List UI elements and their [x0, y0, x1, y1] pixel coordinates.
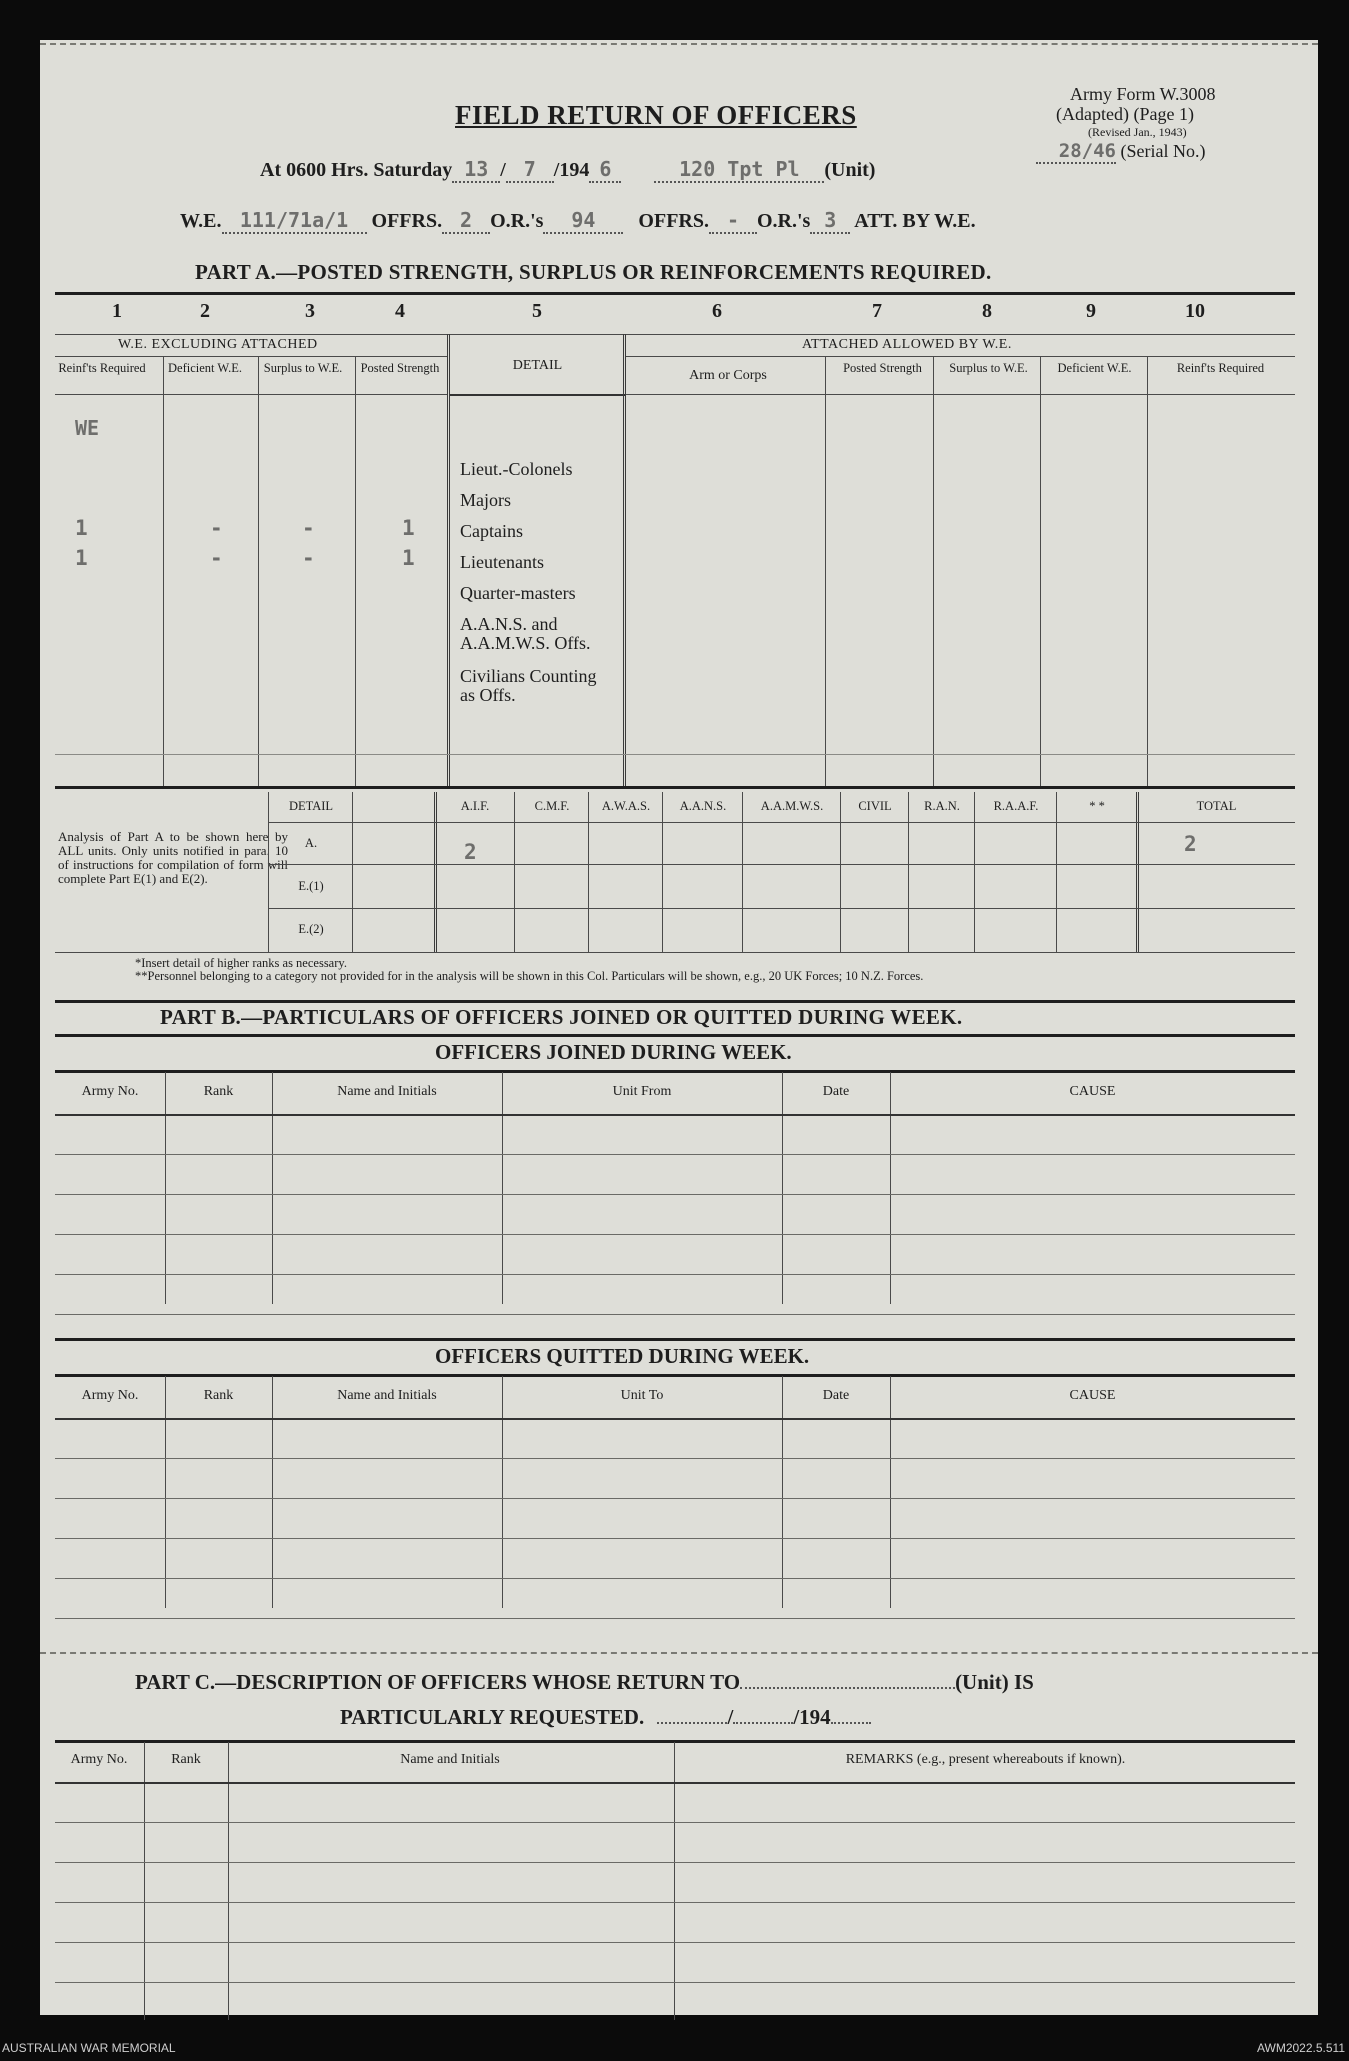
joined-header-5: CAUSE: [1069, 1084, 1116, 1099]
analysis-row-a: A.: [304, 836, 318, 850]
analysis-header-raaf: R.A.A.F.: [993, 799, 1039, 813]
offrs-label: OFFRS.: [371, 210, 443, 232]
rule: [662, 792, 663, 952]
quitted-column-divider: [502, 1376, 503, 1608]
col-number-6: 6: [712, 300, 722, 322]
joined-column-divider: [272, 1072, 273, 1304]
joined-header-2: Name and Initials: [337, 1084, 437, 1099]
quitted-column-divider: [165, 1376, 166, 1608]
lieutenants-reinforcements: 1: [75, 546, 88, 570]
rule: [1136, 792, 1139, 952]
lieutenants-deficient: -: [210, 546, 223, 570]
rule: [55, 1034, 1295, 1037]
rank-lieutenants: Lieutenants: [460, 552, 544, 572]
date-day: 13: [452, 157, 500, 183]
rule: [55, 754, 1295, 755]
rule: [55, 1338, 1295, 1341]
we-mark: WE: [75, 416, 100, 440]
col9-header: Deficient W.E.: [1057, 361, 1132, 375]
rank-lieut-colonels: Lieut.-Colonels: [460, 459, 573, 479]
ors-value: 94: [543, 208, 623, 234]
quitted-header-3: Unit To: [620, 1388, 664, 1403]
part-c-unit-blank: [740, 1687, 955, 1689]
joined-header-rule: [55, 1114, 1295, 1116]
analysis-note: Analysis of Part A to be shown here by ALL units. Only units notified in para. 10 of instructions for compilation of form will complete Part E(1) and E(2).: [58, 829, 288, 886]
joined-row-line: [55, 1154, 1295, 1155]
joined-row-line: [55, 1274, 1295, 1275]
quitted-header-0: Army No.: [81, 1388, 139, 1403]
quitted-row-line: [55, 1538, 1295, 1539]
col-number-3: 3: [305, 300, 315, 322]
rule: [163, 356, 164, 786]
quitted-row-line: [55, 1458, 1295, 1459]
col-number-10: 10: [1185, 300, 1205, 322]
rule: [1147, 356, 1148, 786]
quitted-column-divider: [890, 1376, 891, 1608]
part-c-header-rank: Rank: [171, 1752, 201, 1767]
form-paper: [40, 40, 1318, 2015]
revised-label: (Revised Jan., 1943): [1088, 125, 1187, 139]
unit-value: 120 Tpt Pl: [654, 157, 824, 183]
part-c-header-name: Name and Initials: [400, 1752, 500, 1767]
serial-number-field: [1036, 140, 1205, 164]
rule: [55, 1000, 1295, 1003]
rule: [55, 1822, 1295, 1823]
date-year-digit: 6: [589, 157, 621, 183]
part-c-date-blank-1: [657, 1722, 727, 1724]
quitted-row-line: [55, 1578, 1295, 1579]
rule: [626, 394, 1295, 395]
rule: [268, 908, 1295, 909]
joined-row-line: [55, 1194, 1295, 1195]
analysis-header-civil: CIVIL: [858, 799, 892, 813]
rule: [258, 356, 259, 786]
at-label: At 0600 Hrs. Saturday: [260, 159, 453, 181]
col-number-8: 8: [982, 300, 992, 322]
part-c-heading-b: (Unit) IS: [955, 1670, 1034, 1694]
joined-column-divider: [165, 1072, 166, 1304]
rule: [55, 1782, 1295, 1784]
rule: [55, 394, 448, 395]
quitted-header-4: Date: [822, 1388, 850, 1403]
col8-header: Surplus to W.E.: [949, 361, 1028, 375]
rule: [55, 292, 1295, 295]
part-a-heading: PART A.—POSTED STRENGTH, SURPLUS OR REINFORCEMENTS REQUIRED.: [195, 260, 992, 284]
att-label: ATT. BY W.E.: [854, 210, 976, 232]
analysis-row-e2: E.(2): [298, 922, 324, 936]
analysis-header-aans: A.A.N.S.: [679, 799, 727, 813]
rule: [742, 792, 743, 952]
col-number-2: 2: [200, 300, 210, 322]
analysis-aif-value: 2: [464, 840, 477, 864]
col3-header: Surplus to W.E.: [263, 361, 343, 375]
col4-header: Posted Strength: [360, 361, 440, 375]
quitted-heading: OFFICERS QUITTED DURING WEEK.: [435, 1344, 810, 1368]
rank-majors: Majors: [460, 490, 511, 510]
analysis-row-e1: E.(1): [298, 879, 324, 893]
quitted-row-line: [55, 1498, 1295, 1499]
form-title: FIELD RETURN OF OFFICERS: [455, 100, 857, 130]
footer-left: AUSTRALIAN WAR MEMORIAL: [2, 2041, 176, 2055]
rule: [434, 792, 437, 952]
rank-list: [460, 454, 630, 705]
rule: [840, 792, 841, 952]
rule: [268, 792, 269, 952]
rule: [1056, 792, 1057, 952]
rule: [55, 1740, 1295, 1743]
rule: [55, 786, 1295, 789]
rule: [933, 356, 934, 786]
analysis-header-cmf: C.M.F.: [534, 799, 570, 813]
adapted-label: (Adapted) (Page 1): [1056, 104, 1194, 124]
ors2-value: 3: [810, 208, 850, 234]
captains-deficient: -: [210, 516, 223, 540]
serial-label: (Serial No.): [1120, 141, 1206, 161]
part-c-date-blank-2: [733, 1722, 793, 1724]
joined-row-line: [55, 1234, 1295, 1235]
quitted-column-divider: [272, 1376, 273, 1608]
footnote-2: **Personnel belonging to a category not provided for in the analysis will be shown in this Col. Particulars will be shown, e.g., 20 UK Forces; 10 N.Z. Forces.: [135, 969, 924, 983]
col6-header: Arm or Corps: [689, 368, 767, 383]
rule: [450, 394, 625, 396]
rule: [825, 356, 826, 786]
rule: [55, 1070, 1295, 1073]
offrs-value: 2: [442, 208, 490, 234]
rule: [1040, 356, 1041, 786]
col10-header: Reinf'ts Required: [1176, 361, 1265, 375]
footer-right: AWM2022.5.511: [1256, 2041, 1345, 2055]
col-number-4: 4: [395, 300, 405, 322]
analysis-header-detail: DETAIL: [288, 799, 334, 813]
rank-captains: Captains: [460, 521, 523, 541]
footnote-1: *Insert detail of higher ranks as necessary.: [135, 956, 347, 970]
part-c-heading-a: PART C.—DESCRIPTION OF OFFICERS WHOSE RETURN TO: [135, 1670, 741, 1694]
rule: [514, 792, 515, 952]
col2-header: Deficient W.E.: [168, 361, 242, 375]
we-excluding-label: W.E. EXCLUDING ATTACHED: [118, 337, 318, 352]
col5-header: DETAIL: [512, 358, 563, 373]
rule: [974, 792, 975, 952]
part-c-particularly: PARTICULARLY REQUESTED.: [340, 1705, 645, 1729]
perforation-line: [40, 1652, 1318, 1654]
analysis-total-value: 2: [1184, 832, 1197, 856]
part-c-header-remarks: REMARKS (e.g., present whereabouts if known).: [845, 1752, 1126, 1767]
rank-aans: A.A.N.S. and A.A.M.W.S. Offs.: [460, 614, 591, 653]
offrs2-label: OFFRS.: [638, 210, 709, 232]
army-form-number: Army Form W.3008: [1070, 84, 1216, 104]
part-c-heading-line2: PARTICULARLY REQUESTED. / /194: [340, 1705, 871, 1730]
quitted-header-1: Rank: [203, 1388, 234, 1403]
analysis-header-ran: R.A.N.: [924, 799, 960, 813]
we-label: W.E.: [180, 210, 222, 232]
unit-label: (Unit): [824, 159, 876, 181]
joined-header-4: Date: [822, 1084, 850, 1099]
analysis-header-other: * *: [1089, 799, 1105, 813]
joined-column-divider: [502, 1072, 503, 1304]
col-number-5: 5: [532, 300, 542, 322]
attached-allowed-label: ATTACHED ALLOWED BY W.E.: [802, 337, 1012, 352]
col-number-7: 7: [872, 300, 882, 322]
joined-header-0: Army No.: [81, 1084, 139, 1099]
rule: [55, 1374, 1295, 1377]
date-month: 7: [506, 157, 554, 183]
quitted-header-rule: [55, 1418, 1295, 1420]
captains-reinforcements: 1: [75, 516, 88, 540]
rule: [55, 1942, 1295, 1943]
rule: [55, 1982, 1295, 1983]
rule: [55, 334, 1295, 335]
analysis-header-total: TOTAL: [1196, 799, 1237, 813]
quitted-header-2: Name and Initials: [337, 1388, 437, 1403]
rule: [55, 952, 1295, 953]
rank-civilians: Civilians Counting as Offs.: [460, 666, 597, 705]
quitted-header-5: CAUSE: [1069, 1388, 1116, 1403]
joined-row-line: [55, 1314, 1295, 1315]
joined-column-divider: [890, 1072, 891, 1304]
col-number-1: 1: [112, 300, 122, 322]
part-c-year: /194: [793, 1705, 831, 1729]
captains-posted: 1: [402, 516, 415, 540]
joined-heading: OFFICERS JOINED DURING WEEK.: [435, 1040, 792, 1064]
quitted-column-divider: [782, 1376, 783, 1608]
analysis-header-aif: A.I.F.: [460, 799, 490, 813]
part-b-heading: PART B.—PARTICULARS OF OFFICERS JOINED OR QUITTED DURING WEEK.: [160, 1005, 963, 1029]
rule: [908, 792, 909, 952]
part-c-date-blank-3: [831, 1722, 871, 1724]
rule: [55, 1902, 1295, 1903]
ors-label: O.R.'s: [490, 210, 544, 232]
col-number-9: 9: [1086, 300, 1096, 322]
rule: [355, 356, 356, 786]
part-c-heading-line1: [135, 1670, 1034, 1695]
col7-header: Posted Strength: [843, 361, 922, 375]
offrs2-value: -: [709, 208, 757, 234]
lieutenants-surplus: -: [302, 546, 315, 570]
rule: [352, 792, 353, 952]
rule: [55, 1862, 1295, 1863]
date-line: At 0600 Hrs. Saturday 13 / 7 /194 6 120 Tpt Pl (Unit): [260, 157, 876, 181]
lieutenants-posted: 1: [402, 546, 415, 570]
joined-column-divider: [782, 1072, 783, 1304]
part-c-header-army-no: Army No.: [70, 1752, 128, 1767]
rule: [268, 864, 1295, 865]
analysis-header-awas: A.W.A.S.: [601, 799, 651, 813]
captains-surplus: -: [302, 516, 315, 540]
col1-header: Reinf'ts Required: [58, 361, 146, 375]
perforated-edge: [40, 43, 1318, 45]
analysis-header-aamws: A.A.M.W.S.: [760, 799, 824, 813]
rule: [588, 792, 589, 952]
rule: [268, 822, 1295, 823]
rule: [447, 334, 450, 786]
we-line: [180, 208, 976, 234]
date-year-prefix: /194: [553, 159, 590, 181]
rank-quarter-masters: Quarter-masters: [460, 583, 576, 603]
ors2-label: O.R.'s: [756, 210, 811, 232]
rule: [55, 356, 448, 357]
serial-value: 28/46: [1036, 140, 1116, 164]
we-value: 111/71a/1: [222, 208, 367, 234]
rule: [626, 356, 1295, 357]
joined-header-1: Rank: [203, 1084, 234, 1099]
quitted-row-line: [55, 1618, 1295, 1619]
joined-header-3: Unit From: [612, 1084, 672, 1099]
